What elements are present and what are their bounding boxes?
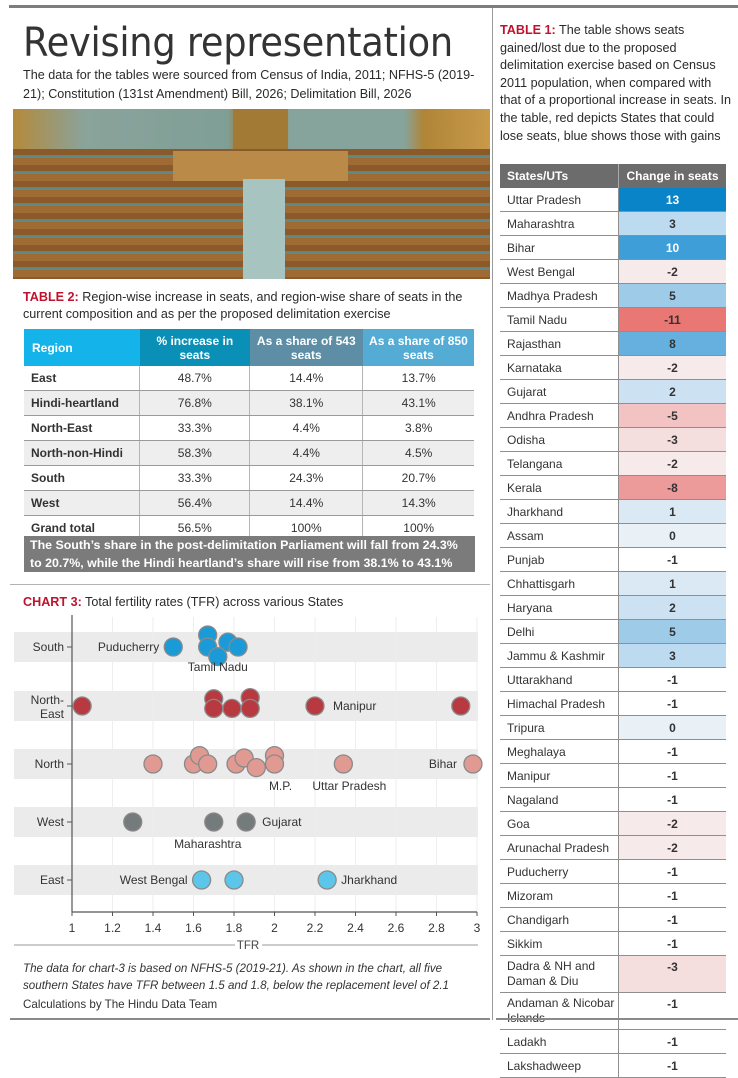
table-row xyxy=(500,668,726,692)
table-row xyxy=(24,366,474,391)
table-row xyxy=(500,764,726,788)
data-label: Jharkhand xyxy=(341,873,398,887)
seat-change-value: -1 xyxy=(619,1030,727,1054)
state-name: Puducherry xyxy=(500,860,619,884)
region-name: North-non-Hindi xyxy=(24,441,140,466)
data-label: West Bengal xyxy=(119,873,188,887)
seat-change-value: 10 xyxy=(619,236,727,260)
seat-change-value: 1 xyxy=(619,500,727,524)
data-label: Maharashtra xyxy=(174,837,242,851)
table-row xyxy=(500,332,726,356)
state-name: Madhya Pradesh xyxy=(500,284,619,308)
seat-change-value: 13 xyxy=(619,188,727,212)
state-name: Lakshadweep xyxy=(500,1054,619,1078)
state-name: Gujarat xyxy=(500,380,619,404)
x-tick-label: 2.4 xyxy=(347,921,364,935)
data-label: Tamil Nadu xyxy=(187,660,248,674)
table-row xyxy=(500,884,726,908)
x-tick-label: 2.2 xyxy=(306,921,324,935)
data-point xyxy=(241,699,259,717)
table-row xyxy=(500,596,726,620)
table-row xyxy=(500,788,726,812)
x-tick-label: 1.6 xyxy=(185,921,202,935)
table-row xyxy=(500,1030,726,1054)
state-name: Chandigarh xyxy=(500,908,619,932)
table-row xyxy=(24,391,474,416)
data-point xyxy=(247,759,265,777)
seat-change-value: -1 xyxy=(619,1054,727,1078)
column-header-increase: % increase in seats xyxy=(140,329,250,366)
data-label: Manipur xyxy=(333,699,377,713)
credit-line: Calculations by The Hindu Data Team xyxy=(23,998,218,1011)
table1-label: TABLE 1: xyxy=(500,23,556,37)
seat-change-value: -1 xyxy=(619,908,727,932)
seat-change-value: -1 xyxy=(619,932,727,956)
data-point xyxy=(237,813,255,831)
data-point xyxy=(229,638,247,656)
seat-change-value: -11 xyxy=(619,308,727,332)
table-cell: 20.7% xyxy=(363,466,474,491)
table-cell: 33.3% xyxy=(140,416,250,441)
state-name: Sikkim xyxy=(500,932,619,956)
data-point xyxy=(225,871,243,889)
table-row xyxy=(500,380,726,404)
data-point xyxy=(73,697,91,715)
table2-label: TABLE 2: xyxy=(23,290,79,304)
y-tick-label: East xyxy=(39,873,64,887)
seat-change-value: -1 xyxy=(619,860,727,884)
y-tick-label: West xyxy=(36,815,64,829)
chart3-caption-text: Total fertility rates (TFR) across various States xyxy=(81,595,344,609)
top-rule xyxy=(9,5,738,8)
chart3-label: CHART 3: xyxy=(23,595,82,609)
state-name: Kerala xyxy=(500,476,619,500)
table-cell: 100% xyxy=(363,516,474,541)
table-cell: 33.3% xyxy=(140,466,250,491)
state-name: Rajasthan xyxy=(500,332,619,356)
table-row xyxy=(500,404,726,428)
table-row xyxy=(500,716,726,740)
x-tick-label: 3 xyxy=(473,921,481,935)
data-point xyxy=(193,871,211,889)
data-point xyxy=(452,697,470,715)
table-cell: 58.3% xyxy=(140,441,250,466)
table-cell: 4.5% xyxy=(363,441,474,466)
seat-change-value: 3 xyxy=(619,644,727,668)
row-band xyxy=(14,865,478,895)
table-row xyxy=(24,491,474,516)
state-name: Ladakh xyxy=(500,1030,619,1054)
region-seats-table xyxy=(24,329,474,541)
state-name: Karnataka xyxy=(500,356,619,380)
seat-change-value: -2 xyxy=(619,836,727,860)
seat-change-value: 0 xyxy=(619,716,727,740)
state-name: Bihar xyxy=(500,236,619,260)
seat-change-table xyxy=(500,164,726,1078)
seat-change-value: -1 xyxy=(619,788,727,812)
seat-change-value: -8 xyxy=(619,476,727,500)
seat-change-value: -3 xyxy=(619,956,727,993)
column-header-share-543: As a share of 543 seats xyxy=(250,329,363,366)
table-cell: 38.1% xyxy=(250,391,363,416)
table1-caption-text: The table shows seats gained/lost due to the proposed delimitation exercise based on Census 2011 population, when compared with that of a proportional increase in seats. In the table, red depicts States that could lose seats, blue shows those with gains xyxy=(500,23,732,143)
state-name: Goa xyxy=(500,812,619,836)
table-row xyxy=(500,812,726,836)
parliament-photo xyxy=(13,109,490,279)
state-name: Delhi xyxy=(500,620,619,644)
state-name: Uttarakhand xyxy=(500,668,619,692)
table-cell: 3.8% xyxy=(363,416,474,441)
table-cell: 14.4% xyxy=(250,491,363,516)
column-header-state: States/UTs xyxy=(500,164,619,188)
x-tick-label: 1 xyxy=(68,921,76,935)
table-row xyxy=(500,1054,726,1078)
state-name: Maharashtra xyxy=(500,212,619,236)
table2-caption xyxy=(23,289,488,323)
highlight-note: The South’s share in the post-delimitation Parliament will fall from 24.3% to 20.7%, while the Hindi heartland’s share will rise from 38.1% to 43.1% xyxy=(24,536,475,572)
region-name: Grand total xyxy=(24,516,140,541)
seat-change-value: 5 xyxy=(619,284,727,308)
table-row xyxy=(500,644,726,668)
seat-change-value: 1 xyxy=(619,572,727,596)
data-point xyxy=(223,699,241,717)
section-divider xyxy=(10,584,490,585)
table-row xyxy=(500,932,726,956)
table-cell: 100% xyxy=(250,516,363,541)
state-name: West Bengal xyxy=(500,260,619,284)
table-row xyxy=(500,356,726,380)
bottom-rule-right xyxy=(496,1018,738,1020)
column-header-region: Region xyxy=(24,329,140,366)
seat-change-value: -1 xyxy=(619,548,727,572)
column-header-share-850: As a share of 850 seats xyxy=(363,329,474,366)
table-cell: 48.7% xyxy=(140,366,250,391)
data-point xyxy=(306,697,324,715)
state-name: Jammu & Kashmir xyxy=(500,644,619,668)
x-tick-label: 2 xyxy=(271,921,278,935)
tfr-dot-chart xyxy=(0,615,492,955)
table-cell: 13.7% xyxy=(363,366,474,391)
table-row xyxy=(24,466,474,491)
state-name: Haryana xyxy=(500,596,619,620)
table-row xyxy=(500,452,726,476)
table-row xyxy=(500,308,726,332)
chart3-caption xyxy=(23,595,343,609)
page-subtitle: The data for the tables were sourced from Census of India, 2011; NFHS-5 (2019-21); Constitution (131st Amendment) Bill, 2026; Delimitation Bill, 2026 xyxy=(23,68,475,101)
x-tick-label: 1.4 xyxy=(144,921,162,935)
x-tick-label: 1.8 xyxy=(225,921,243,935)
table-cell: 4.4% xyxy=(250,441,363,466)
table-row xyxy=(24,416,474,441)
state-name: Mizoram xyxy=(500,884,619,908)
table-row xyxy=(500,572,726,596)
table-cell: 76.8% xyxy=(140,391,250,416)
data-point xyxy=(124,813,142,831)
table-row xyxy=(500,476,726,500)
seat-change-value: -3 xyxy=(619,428,727,452)
data-point xyxy=(199,755,217,773)
seat-change-value: -2 xyxy=(619,812,727,836)
table-cell: 14.4% xyxy=(250,366,363,391)
seat-change-value: 2 xyxy=(619,380,727,404)
seat-change-value: -1 xyxy=(619,740,727,764)
region-name: West xyxy=(24,491,140,516)
table-row xyxy=(500,236,726,260)
table-cell: 43.1% xyxy=(363,391,474,416)
region-name: South xyxy=(24,466,140,491)
seat-change-value: -2 xyxy=(619,356,727,380)
data-point xyxy=(464,755,482,773)
table2-caption-text: Region-wise increase in seats, and region-wise share of seats in the current composition and as per the proposed delimitation exercise xyxy=(23,290,463,321)
state-name: Odisha xyxy=(500,428,619,452)
seat-change-value: -2 xyxy=(619,260,727,284)
table-cell: 56.5% xyxy=(140,516,250,541)
data-point xyxy=(318,871,336,889)
table-row xyxy=(500,524,726,548)
region-name: Hindi-heartland xyxy=(24,391,140,416)
table-row xyxy=(24,441,474,466)
table-row xyxy=(500,428,726,452)
data-label: M.P. xyxy=(268,779,293,793)
table-cell: 24.3% xyxy=(250,466,363,491)
state-name: Tripura xyxy=(500,716,619,740)
table-cell: 4.4% xyxy=(250,416,363,441)
state-name: Assam xyxy=(500,524,619,548)
data-label: Uttar Pradesh xyxy=(312,779,387,793)
state-name: Tamil Nadu xyxy=(500,308,619,332)
table-row xyxy=(500,284,726,308)
region-name: North-East xyxy=(24,416,140,441)
table1-caption xyxy=(500,22,734,145)
data-point xyxy=(334,755,352,773)
seat-change-value: 2 xyxy=(619,596,727,620)
seat-change-value: -2 xyxy=(619,452,727,476)
data-label: Bihar xyxy=(428,757,457,771)
x-axis-title: TFR xyxy=(236,940,260,952)
table-row xyxy=(500,500,726,524)
table-row xyxy=(500,836,726,860)
state-name: Meghalaya xyxy=(500,740,619,764)
seat-change-value: 8 xyxy=(619,332,727,356)
state-name: Chhattisgarh xyxy=(500,572,619,596)
state-name: Nagaland xyxy=(500,788,619,812)
x-tick-label: 1.2 xyxy=(104,921,121,935)
seat-change-value: -1 xyxy=(619,668,727,692)
state-name: Manipur xyxy=(500,764,619,788)
table-row xyxy=(500,212,726,236)
page-title: Revising representation xyxy=(23,20,453,66)
table-row xyxy=(500,620,726,644)
seat-change-value: 0 xyxy=(619,524,727,548)
data-point xyxy=(144,755,162,773)
state-name: Andaman & Nicobar xyxy=(500,993,619,1030)
seat-change-value: -1 xyxy=(619,993,727,1030)
seat-change-value: -1 xyxy=(619,884,727,908)
state-name: Punjab xyxy=(500,548,619,572)
x-tick-label: 2.8 xyxy=(428,921,445,935)
seat-change-value: -1 xyxy=(619,764,727,788)
seat-change-value: -1 xyxy=(619,692,727,716)
column-divider xyxy=(492,8,493,1020)
state-name: Arunachal Pradesh xyxy=(500,836,619,860)
table-cell: 56.4% xyxy=(140,491,250,516)
region-name: East xyxy=(24,366,140,391)
column-header-change: Change in seats xyxy=(619,164,727,188)
data-point xyxy=(266,755,284,773)
chart3-footnote: The data for chart-3 is based on NFHS-5 (2019-21). As shown in the chart, all five southern States have TFR between 1.5 and 1.8, below the replacement level of 2.1 xyxy=(23,962,450,992)
data-point xyxy=(164,638,182,656)
table-row xyxy=(500,260,726,284)
data-label: Gujarat xyxy=(262,815,302,829)
bottom-rule xyxy=(10,1018,490,1020)
table-cell: 14.3% xyxy=(363,491,474,516)
y-tick-label: North- xyxy=(30,693,64,707)
y-tick-label: East xyxy=(39,707,64,721)
state-name: Telangana xyxy=(500,452,619,476)
state-name: Uttar Pradesh xyxy=(500,188,619,212)
table-row xyxy=(500,908,726,932)
x-tick-label: 2.6 xyxy=(387,921,405,935)
state-name: Jharkhand xyxy=(500,500,619,524)
state-name: Andhra Pradesh xyxy=(500,404,619,428)
seat-change-value: -5 xyxy=(619,404,727,428)
table-row xyxy=(500,548,726,572)
seat-change-value: 3 xyxy=(619,212,727,236)
table-row xyxy=(500,860,726,884)
seat-change-value: 5 xyxy=(619,620,727,644)
table-row xyxy=(500,188,726,212)
table-row xyxy=(500,956,726,993)
state-name: Dadra & NH and Daman & Diu xyxy=(500,956,619,993)
data-point xyxy=(205,699,223,717)
y-tick-label: North xyxy=(34,757,64,771)
table-row xyxy=(500,740,726,764)
y-tick-label: South xyxy=(32,640,64,654)
state-name: Himachal Pradesh xyxy=(500,692,619,716)
data-point xyxy=(205,813,223,831)
data-label: Puducherry xyxy=(97,640,160,654)
table-row xyxy=(500,692,726,716)
